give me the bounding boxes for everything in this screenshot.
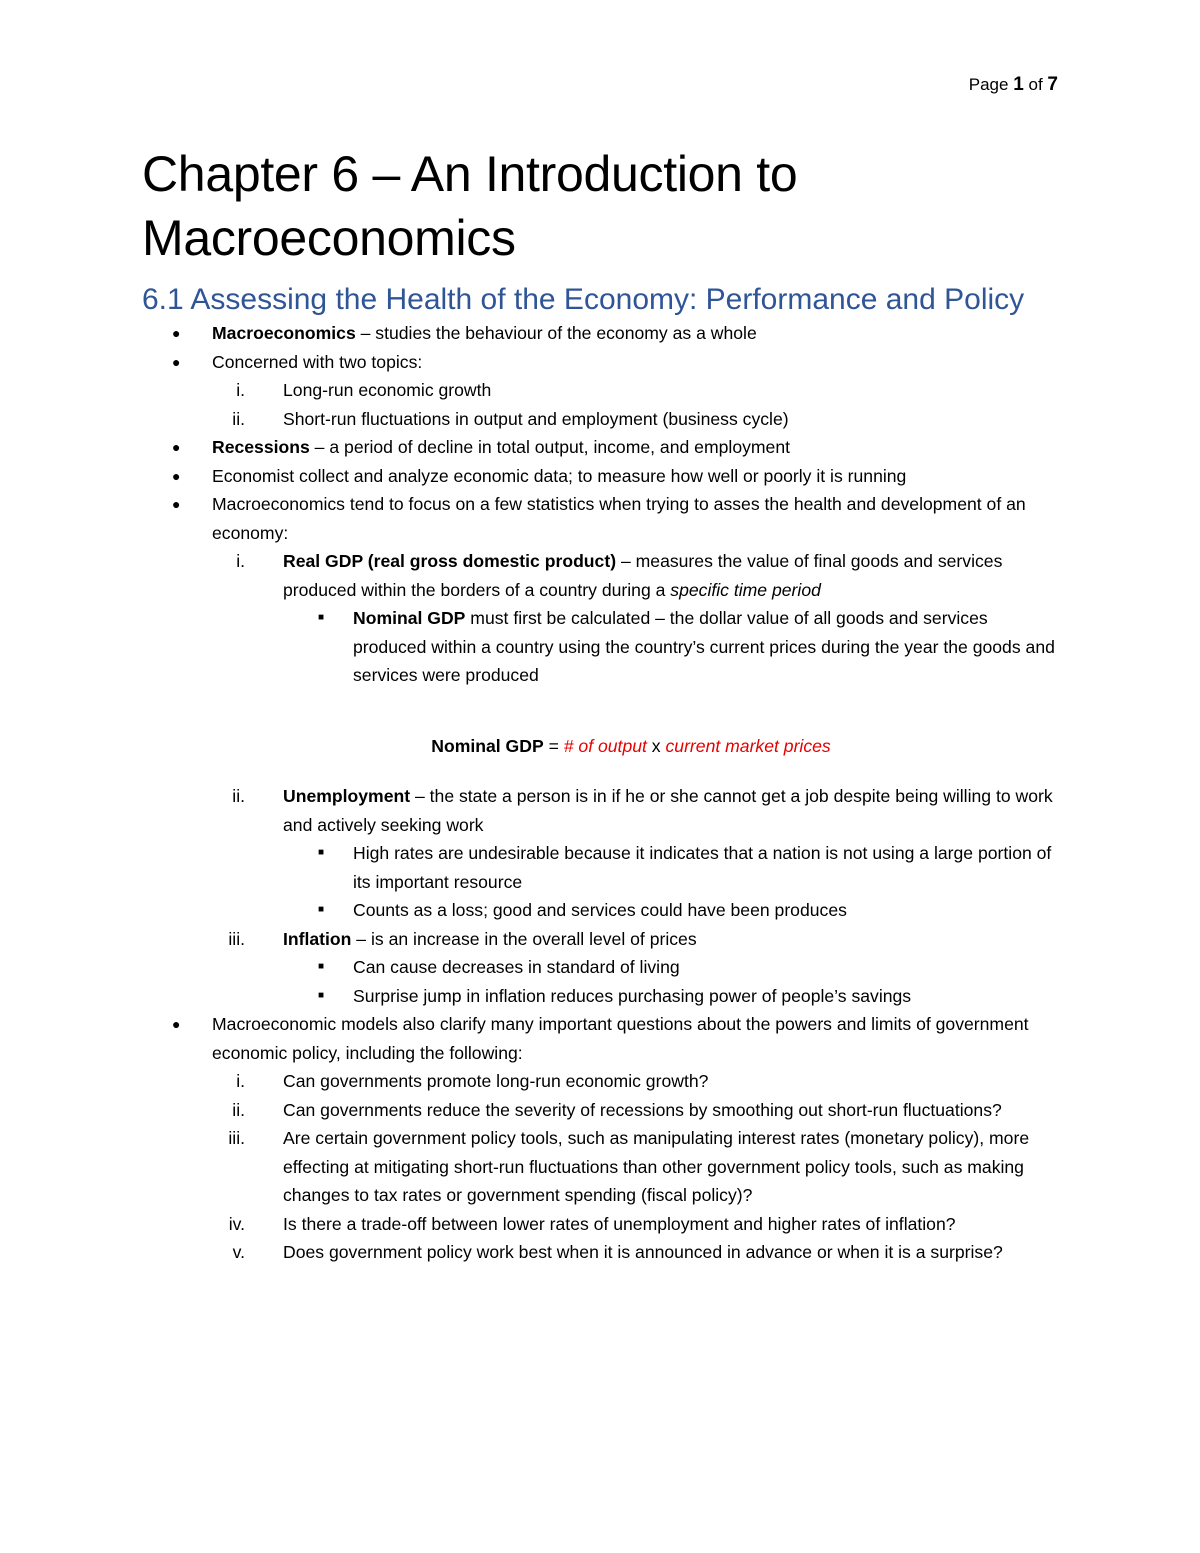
list-item: ● Economist collect and analyze economic data; to measure how well or poorly it is running	[142, 462, 1060, 491]
bullet-icon: ●	[172, 467, 181, 484]
bullet-icon: ●	[172, 439, 181, 455]
list-item: ■ Surprise jump in inflation reduces purchasing power of people’s savings	[142, 982, 1060, 1011]
section-heading: 6.1 Assessing the Health of the Economy: Performance and Policy	[142, 283, 1025, 316]
document-body	[142, 142, 1060, 1267]
list-item: ii. Can governments reduce the severity of recessions by smoothing out short-run fluctuations?	[232, 1099, 1002, 1120]
page-number	[969, 74, 1058, 96]
chapter-title: Chapter 6 – An Introduction to Macroeconomics	[142, 146, 798, 266]
list-item: i. Can governments promote long-run economic growth?	[236, 1071, 709, 1091]
square-bullet-icon: ■	[318, 612, 325, 623]
list-item: ● Macroeconomic models also clarify many important questions about the powers and limits of government economic policy, including the following:	[142, 1010, 1060, 1067]
list-item: ● Macroeconomics tend to focus on a few statistics when trying to asses the health and development of an economy:	[142, 490, 1060, 547]
bullet-icon: ●	[172, 1016, 181, 1032]
list-item: ● Macroeconomics – studies the behaviour of the economy as a whole	[142, 319, 1060, 348]
list-item: ii. Unemployment – the state a person is in if he or she cannot get a job despite being willing to work and actively seeking work	[232, 786, 1053, 835]
list-item: ■ High rates are undesirable because it indicates that a nation is not using a large portion of its important resource	[142, 839, 1060, 896]
square-bullet-icon: ■	[318, 904, 325, 915]
list-item: ■ Can cause decreases in standard of living	[142, 953, 1060, 982]
page-current: 1	[1013, 74, 1024, 95]
square-bullet-icon: ■	[318, 847, 325, 858]
page-of: of	[1028, 75, 1043, 94]
formula: Nominal GDP = # of output x current market prices	[431, 735, 831, 756]
bullet-icon: ●	[172, 325, 181, 341]
square-bullet-icon: ■	[318, 961, 325, 972]
page-total: 7	[1047, 74, 1058, 95]
list-item: iv. Is there a trade-off between lower rates of unemployment and higher rates of inflation?	[228, 1213, 956, 1234]
list-item: i. Real GDP (real gross domestic product) – measures the value of final goods and services produced within the borders of a country during a specific time period	[236, 551, 1003, 600]
page-label: Page	[968, 75, 1009, 94]
list-item: i. Long-run economic growth	[236, 380, 492, 400]
bullet-icon: ●	[172, 496, 181, 512]
bullet-icon: ●	[172, 353, 181, 370]
list-item: iii. Are certain government policy tools, such as manipulating interest rates (monetary policy), more effecting at mitigating short-run fluctuations than other government policy tools, such as making changes to tax rates or government spending (fiscal policy)?	[228, 1128, 1030, 1205]
square-bullet-icon: ■	[318, 989, 325, 1001]
list-item: ii. Short-run fluctuations in output and employment (business cycle)	[232, 408, 789, 429]
list-item: ■ Nominal GDP must first be calculated – the dollar value of all goods and services produced within a country using the country’s current prices during the year the goods and services were produced	[142, 604, 1060, 690]
list-item: v. Does government policy work best when it is announced in advance or when it is a surprise?	[232, 1242, 1003, 1262]
list-item: iii. Inflation – is an increase in the overall level of prices	[228, 928, 697, 949]
list-item: ● Concerned with two topics:	[142, 348, 1060, 377]
list-item: ■ Counts as a loss; good and services could have been produces	[142, 896, 1060, 925]
list-item: ● Recessions – a period of decline in total output, income, and employment	[142, 433, 1060, 462]
